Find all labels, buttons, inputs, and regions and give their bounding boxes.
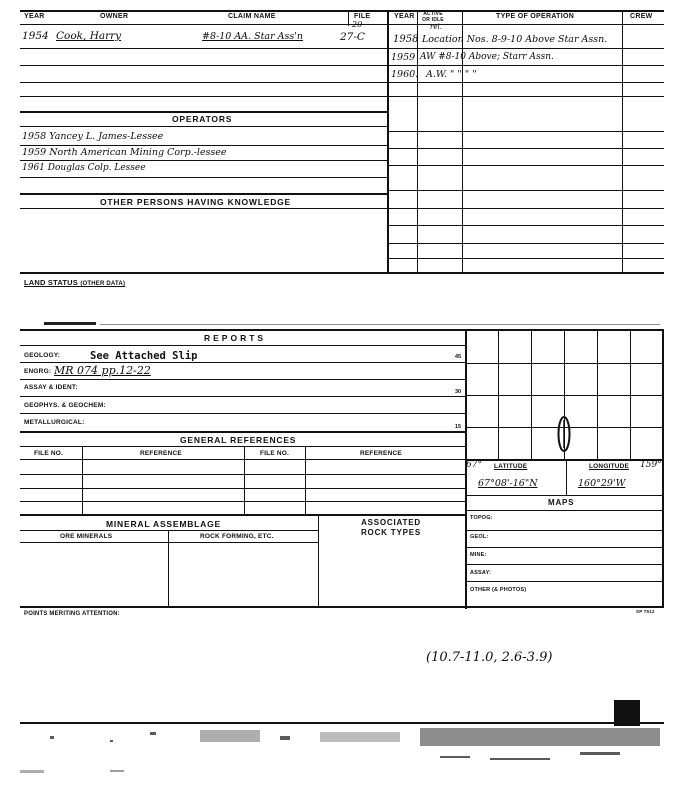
- geology-label: GEOLOGY:: [24, 352, 61, 359]
- general-refs-title: GENERAL REFERENCES: [180, 435, 297, 445]
- tick-45: 45: [455, 354, 462, 360]
- ref-col-file2: FILE NO.: [260, 450, 290, 457]
- file-superscript: 20: [352, 20, 363, 29]
- longitude-label: LONGITUDE: [589, 463, 630, 470]
- mine-label: MINE:: [470, 552, 487, 558]
- latitude-value: 67°08'-16"N: [478, 478, 538, 489]
- mineral-title: MINERAL ASSEMBLAGE: [106, 519, 221, 529]
- operators-title: OPERATORS: [172, 114, 233, 124]
- op-text-2: AW #8-10 Above; Starr Assn.: [420, 52, 554, 62]
- geology-value: See Attached Slip: [90, 350, 198, 362]
- form-code: SP 7512: [636, 609, 655, 614]
- bottom-note: (10.7-11.0, 2.6-3.9): [426, 650, 553, 665]
- op-text-1: Location Nos. 8-9-10 Above Star Assn.: [422, 34, 608, 45]
- ref-col-ref2: REFERENCE: [360, 450, 402, 457]
- rock-forming-label: ROCK FORMING, ETC.: [200, 533, 274, 540]
- header-crew: CREW: [630, 13, 653, 20]
- operator-2: 1959 North American Mining Corp.-lessee: [22, 147, 227, 158]
- owner-name: Cook, Harry: [56, 30, 122, 42]
- other-persons-title: OTHER PERSONS HAVING KNOWLEDGE: [100, 197, 292, 207]
- geophys-label: GEOPHYS. & GEOCHEM:: [24, 402, 106, 409]
- operator-3: 1961 Douglas Colp. Lessee: [22, 163, 146, 173]
- tick-30: 30: [455, 389, 462, 395]
- engrg-value: MR 074 pp.12-22: [54, 364, 151, 377]
- operator-1: 1958 Yancey L. James-Lessee: [22, 131, 164, 142]
- engrg-label: ENGRG:: [24, 368, 52, 375]
- ore-minerals-label: ORE MINERALS: [60, 533, 113, 540]
- header-year-right: YEAR: [394, 13, 415, 20]
- other-photos-label: OTHER (& PHOTOS): [470, 587, 527, 593]
- points-label: POINTS MERITING ATTENTION:: [24, 611, 120, 617]
- maps-title: MAPS: [548, 498, 575, 507]
- ref-col-file1: FILE NO.: [34, 450, 64, 457]
- geol-label: GEOL:: [470, 534, 489, 540]
- land-status-label: LAND STATUS (OTHER DATA): [24, 278, 126, 287]
- claim-name: #8-10 AA. Star Ass'n: [202, 31, 303, 42]
- header-year: YEAR: [24, 13, 45, 20]
- file-number: 27-C: [340, 31, 365, 43]
- assoc-rock-types: ASSOCIATED ROCK TYPES: [360, 518, 421, 537]
- metall-label: METALLURGICAL:: [24, 419, 85, 426]
- lat-left: 67°: [466, 460, 482, 470]
- scan-noise: [20, 722, 664, 782]
- header-file: FILE: [354, 13, 371, 20]
- long-right: 159°: [640, 460, 662, 470]
- op-text-3: A.W. " " " ": [426, 69, 477, 80]
- assay-map-label: ASSAY:: [470, 570, 492, 576]
- op-year-2: 1959: [391, 52, 416, 63]
- header-type-operation: TYPE OF OPERATION: [496, 13, 575, 20]
- reports-title: REPORTS: [204, 333, 267, 343]
- ref-col-ref1: REFERENCE: [140, 450, 182, 457]
- op-year-3: 1960.: [391, 69, 419, 80]
- owner-year: 1954: [22, 30, 49, 42]
- topog-label: TOPOG:: [470, 515, 493, 521]
- op-sup-1: rel.: [430, 23, 442, 31]
- header-claim-name: CLAIM NAME: [228, 13, 276, 20]
- tick-15: 15: [455, 424, 462, 430]
- header-owner: OWNER: [100, 13, 129, 20]
- assay-label: ASSAY & IDENT:: [24, 384, 78, 391]
- op-year-1: 1958: [393, 34, 419, 45]
- location-marker: [556, 414, 572, 454]
- latitude-label: LATITUDE: [494, 463, 528, 470]
- longitude-value: 160°29'W: [578, 478, 626, 489]
- header-active-idle: ACTIVE OR IDLE: [422, 11, 444, 23]
